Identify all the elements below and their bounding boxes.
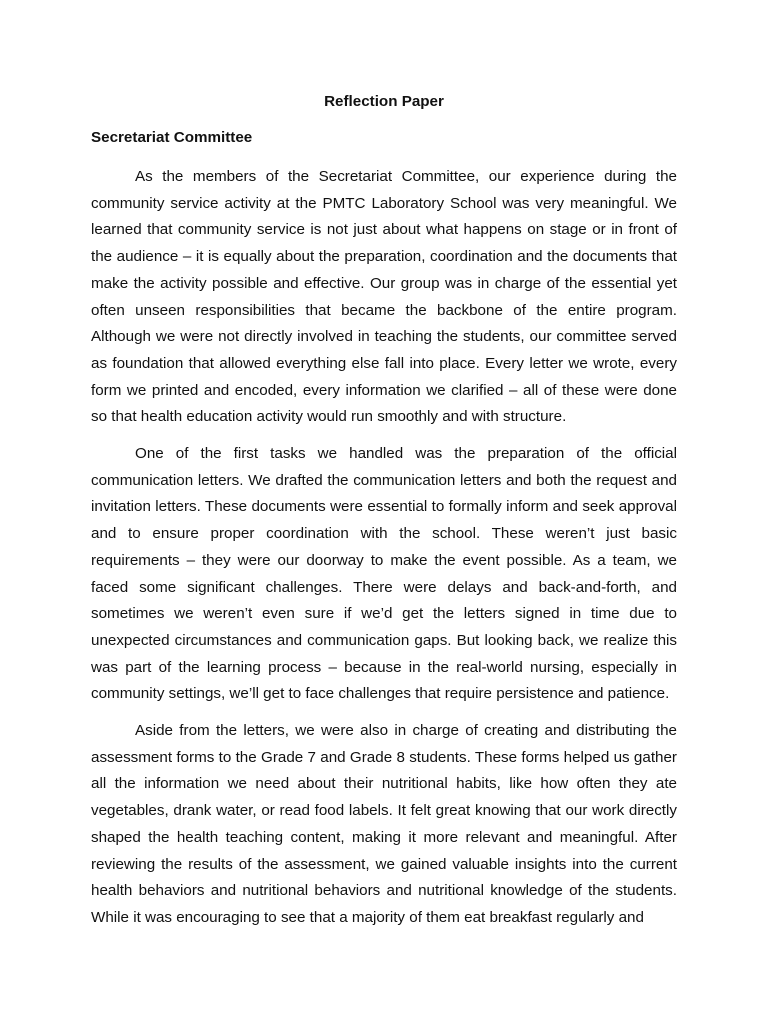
document-body (91, 92, 677, 942)
paragraph-3: Aside from the letters, we were also in charge of creating and distributing the assessment forms to the Grade 7 and Grade 8 students. These forms helped us gather all the information we need about their nutritional habits, like how often they ate vegetables, drank water, or read food labels. It felt great knowing that our work directly shaped the health teaching content, making it more relevant and meaningful. After reviewing the results of the assessment, we gained valuable insights into the current health behaviors and nutritional behaviors and nutritional knowledge of the students. While it was encouraging to see that a majority of them eat breakfast regularly and (91, 722, 677, 926)
section-heading: Secretariat Committee (91, 129, 253, 146)
paragraph-2: One of the first tasks we handled was the preparation of the official communication letters. We drafted the communication letters and both the request and invitation letters. These documents were essential to formally inform and seek approval and to ensure proper coordination with the school. These weren’t just basic requirements – they were our doorway to make the event possible. As a team, we faced some significant challenges. There were delays and back-and-forth, and sometimes we weren’t even sure if we’d get the letters signed in time due to unexpected circumstances and communication gaps. But looking back, we realize this was part of the learning process – because in the real-world nursing, especially in community settings, we’ll get to face challenges that require persistence and patience. (91, 445, 677, 703)
paragraph-1: As the members of the Secretariat Committee, our experience during the community service activity at the PMTC Laboratory School was very meaningful. We learned that community service is not just about what happens on stage or in front of the audience – it is equally about the preparation, coordination and the documents that make the activity possible and effective. Our group was in charge of the essential yet often unseen responsibilities that became the backbone of the entire program. Although we were not directly involved in teaching the students, our committee served as foundation that allowed everything else fall into place. Every letter we wrote, every form we printed and encoded, every information we clarified – all of these were done so that health education activity would run smoothly and with structure. (91, 168, 677, 426)
page-title: Reflection Paper (324, 93, 444, 110)
